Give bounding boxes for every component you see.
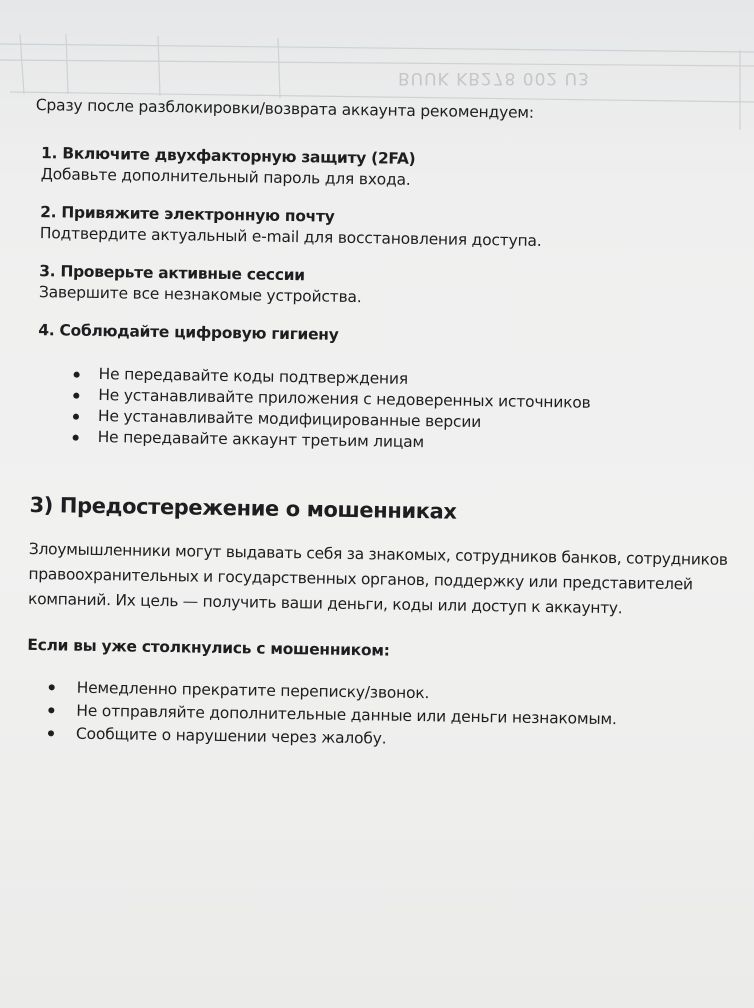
section-title: 3) Предостережение о мошенниках xyxy=(29,492,457,524)
bullet-icon xyxy=(73,393,79,399)
step-title: 3. Проверьте активные сессии xyxy=(39,262,305,285)
step-hygiene xyxy=(36,321,732,458)
step-title: 1. Включите двухфакторную защиту (2FA) xyxy=(40,144,416,168)
list-item-text: Не передавайте аккаунт третьим лицам xyxy=(97,428,425,452)
warning-paragraph: Злоумышленники могут выдавать себя за знакомых, сотрудников банков, сотрудников правоохранительных и государственных органов, поддержку или представителей компаний. Их цель — получить ваши деньги, коды или доступ к аккаунту. xyxy=(27,539,728,618)
list-item-text: Сообщите о нарушении через жалобу. xyxy=(75,724,387,748)
list-item-text: Немедленно прекратите переписку/звонок. xyxy=(76,678,430,703)
step-email xyxy=(40,203,735,253)
bullet-icon xyxy=(73,414,79,420)
list-item-text: Не передавайте коды подтверждения xyxy=(98,365,409,388)
bullet-icon xyxy=(48,730,54,736)
bullet-icon xyxy=(48,707,54,713)
list-item-text: Не отправляйте дополнительные данные или деньги незнакомым. xyxy=(76,701,617,729)
intro-text: Сразу после разблокировки/возврата аккаунта рекомендуем: xyxy=(35,96,535,122)
step-description: Добавьте дополнительный пароль для входа. xyxy=(40,165,411,189)
bullet-icon xyxy=(74,372,80,378)
hygiene-list xyxy=(72,364,731,458)
list-item-text: Не устанавливайте приложения с недоверенных источников xyxy=(98,386,591,412)
step-description: Завершите все незнакомые устройства. xyxy=(38,283,362,307)
document-content xyxy=(26,96,736,756)
step-2fa xyxy=(41,144,736,194)
step-title: 4. Соблюдайте цифровую гигиену xyxy=(38,321,339,344)
step-description: Подтвердите актуальный e-mail для восстановления доступа. xyxy=(39,224,542,250)
fraud-actions-list xyxy=(48,676,727,756)
subheading: Если вы уже столкнулись с мошенником: xyxy=(27,635,390,660)
step-sessions xyxy=(39,262,734,312)
bullet-icon xyxy=(49,684,55,690)
list-item-text: Не устанавливайте модифицированные версии xyxy=(97,407,482,432)
step-title: 2. Привяжите электронную почту xyxy=(40,203,335,226)
show-through-text: BUUK KB278 002 U3 xyxy=(398,68,590,88)
bullet-icon xyxy=(73,435,79,441)
